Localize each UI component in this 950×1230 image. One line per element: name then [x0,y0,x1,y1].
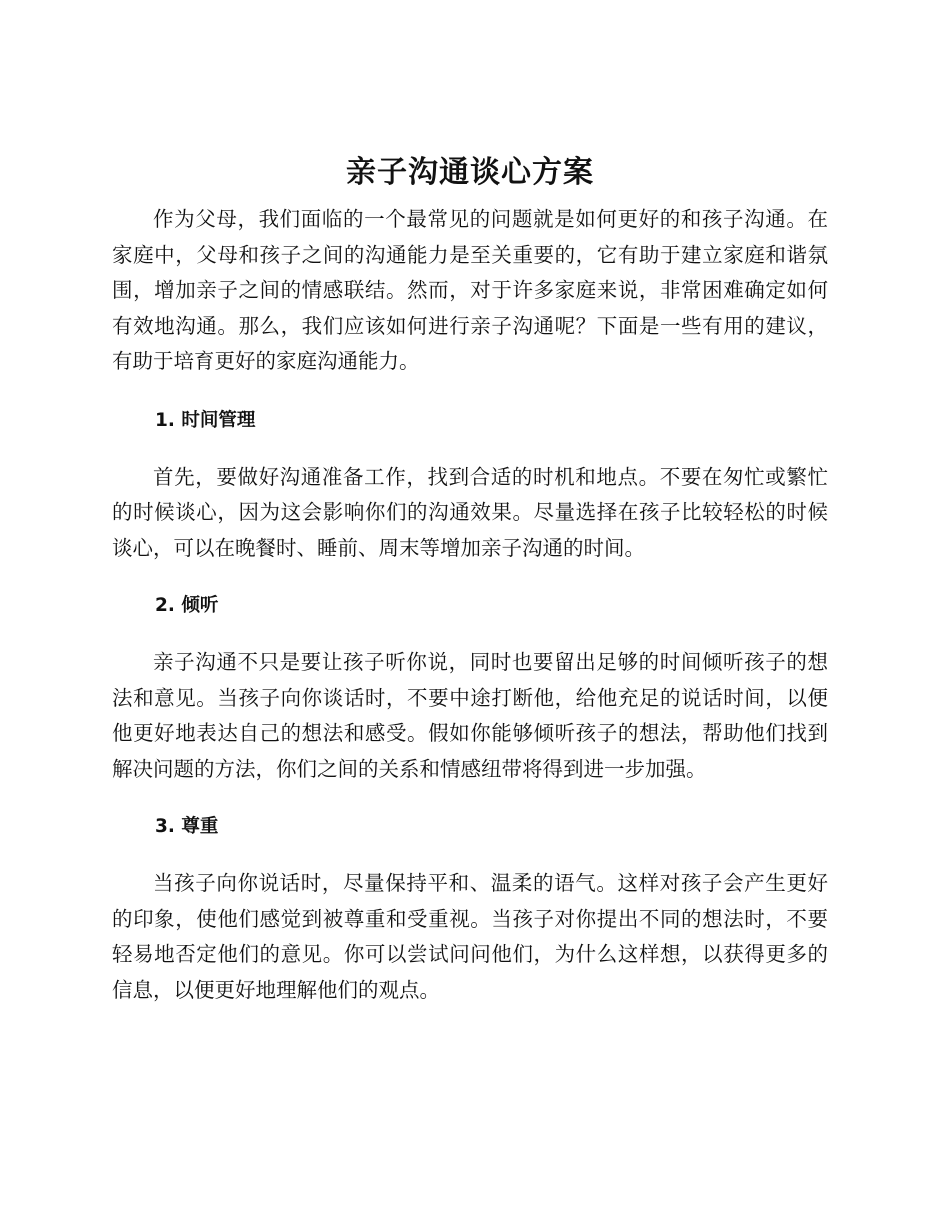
section-body-listening: 亲子沟通不只是要让孩子听你说，同时也要留出足够的时间倾听孩子的想法和意见。当孩子向你谈话时，不要中途打断他，给他充足的说话时间，以便他更好地表达自己的想法和感受。假如你能够倾听孩子的想法，帮助他们找到解决问题的方法，你们之间的关系和情感纽带将得到进一步加强。 [112,650,828,781]
section-body-respect: 当孩子向你说话时，尽量保持平和、温柔的语气。这样对孩子会产生更好的印象，使他们感觉到被尊重和受重视。当孩子对你提出不同的想法时，不要轻易地否定他们的意见。你可以尝试问问他们，为什么这样想，以获得更多的信息，以便更好地理解他们的观点。 [112,871,828,1002]
section-heading-time-management: 1. 时间管理 [155,409,256,431]
section-heading-respect: 3. 尊重 [155,816,219,837]
section-heading-listening: 2. 倾听 [155,595,219,616]
intro-paragraph: 作为父母，我们面临的一个最常见的问题就是如何更好的和孩子沟通。在家庭中，父母和孩子之间的沟通能力是至关重要的，它有助于建立家庭和谐氛围，增加亲子之间的情感联结。然而，对于许多家庭来说，非常困难确定如何有效地沟通。那么，我们应该如何进行亲子沟通呢？下面是一些有用的建议，有助于培育更好的家庭沟通能力。 [112,207,828,373]
document-title: 亲子沟通谈心方案 [346,155,594,190]
section-body-time-management: 首先，要做好沟通准备工作，找到合适的时机和地点。不要在匆忙或繁忙的时候谈心，因为这会影响你们的沟通效果。尽量选择在孩子比较轻松的时候谈心，可以在晚餐时、睡前、周末等增加亲子沟通的时间。 [112,464,828,560]
document-page [112,150,828,1008]
